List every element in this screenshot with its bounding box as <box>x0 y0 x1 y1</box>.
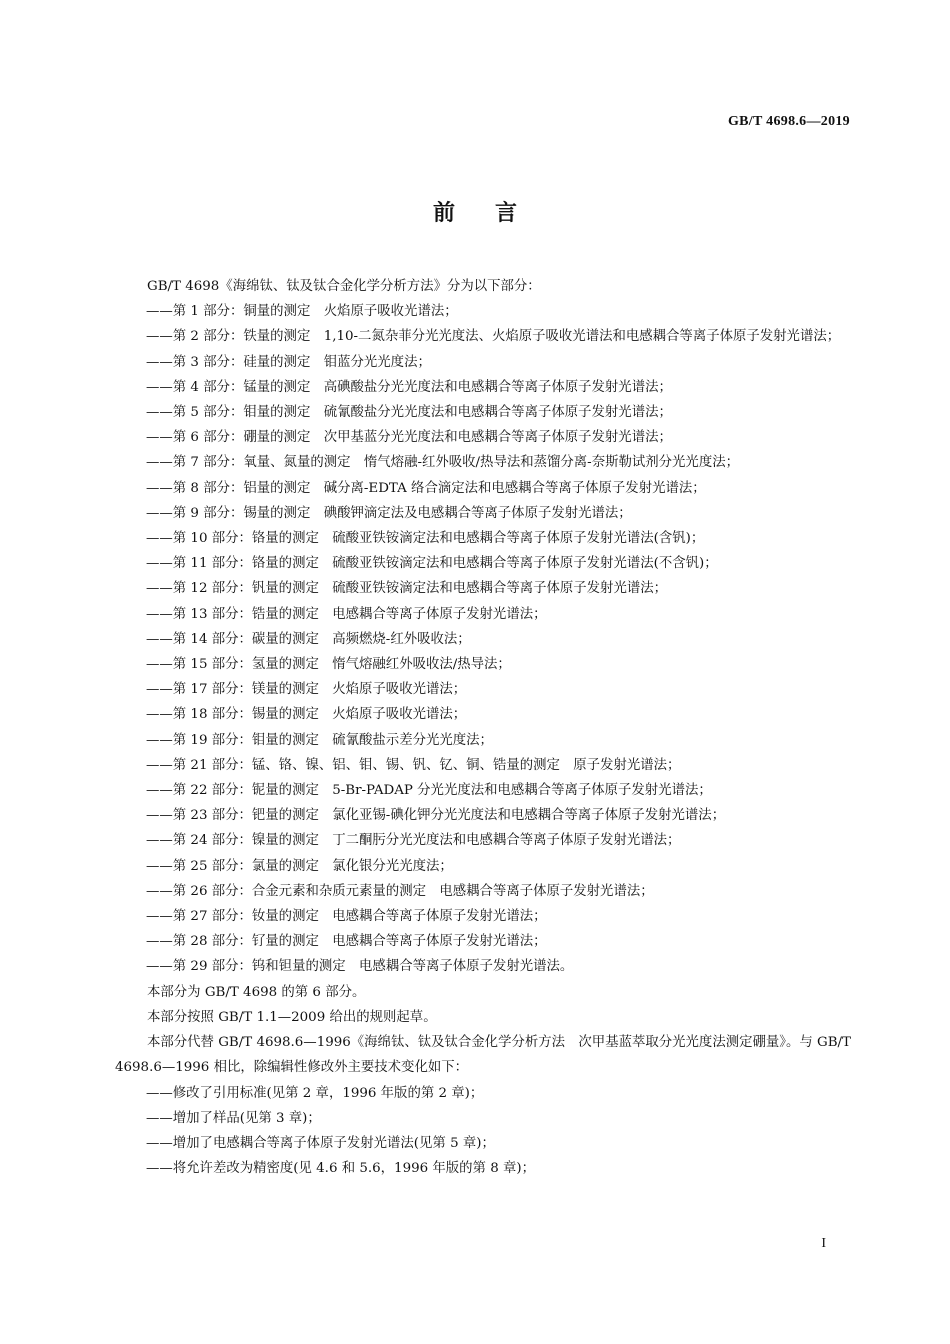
list-item: ——第 22 部分：铌量的测定 5-Br-PADAP 分光光度法和电感耦合等离子体原子发射光谱法； <box>146 783 712 799</box>
list-item: ——第 8 部分：铝量的测定 碱分离-EDTA 络合滴定法和电感耦合等离子体原子发射光谱法； <box>146 480 706 496</box>
list-item: ——第 17 部分：镁量的测定 火焰原子吸收光谱法； <box>146 682 467 698</box>
list-item: ——第 7 部分：氧量、氮量的测定 惰气熔融-红外吸收/热导法和蒸馏分离-奈斯勒试剂分光光度法； <box>146 455 739 471</box>
list-item: ——第 23 部分：钯量的测定 氯化亚锡-碘化钾分光光度法和电感耦合等离子体原子发射光谱法； <box>146 808 726 824</box>
change-item: ——修改了引用标准(见第 2 章，1996 年版的第 2 章)； <box>146 1085 484 1101</box>
list-item: ——第 24 部分：镍量的测定 丁二酮肟分光光度法和电感耦合等离子体原子发射光谱法； <box>146 833 681 849</box>
statement-rules: 本部分按照 GB/T 1.1—2009 给出的规则起草。 <box>147 1009 437 1025</box>
changes-list <box>115 1081 853 1182</box>
list-item: ——第 13 部分：锆量的测定 电感耦合等离子体原子发射光谱法； <box>146 606 547 622</box>
change-item: ——增加了电感耦合等离子体原子发射光谱法(见第 5 章)； <box>146 1135 495 1151</box>
list-item: ——第 9 部分：锡量的测定 碘酸钾滴定法及电感耦合等离子体原子发射光谱法； <box>146 505 632 521</box>
change-item: ——增加了样品(见第 3 章)； <box>146 1110 321 1126</box>
list-item: ——第 25 部分：氯量的测定 氯化银分光光度法； <box>146 858 453 874</box>
list-item: ——第 29 部分：钨和钽量的测定 电感耦合等离子体原子发射光谱法。 <box>146 959 574 975</box>
list-item: ——第 6 部分：硼量的测定 次甲基蓝分光光度法和电感耦合等离子体原子发射光谱法； <box>146 430 672 446</box>
list-item: ——第 18 部分：锡量的测定 火焰原子吸收光谱法； <box>146 707 467 723</box>
list-item: ——第 1 部分：铜量的测定 火焰原子吸收光谱法； <box>146 304 458 320</box>
list-item: ——第 12 部分：钒量的测定 硫酸亚铁铵滴定法和电感耦合等离子体原子发射光谱法； <box>146 581 668 597</box>
list-item: ——第 4 部分：锰量的测定 高碘酸盐分光光度法和电感耦合等离子体原子发射光谱法； <box>146 379 672 395</box>
page-number: I <box>821 1236 826 1251</box>
list-item: ——第 27 部分：钕量的测定 电感耦合等离子体原子发射光谱法； <box>146 909 547 925</box>
list-item: ——第 26 部分：合金元素和杂质元素量的测定 电感耦合等离子体原子发射光谱法； <box>146 883 654 899</box>
list-item: ——第 2 部分：铁量的测定 1,10-二氮杂菲分光光度法、火焰原子吸收光谱法和电感耦合等离子体原子发射光谱法； <box>146 329 841 345</box>
page-title: 前言 <box>432 201 557 226</box>
list-item: ——第 19 部分：钼量的测定 硫氰酸盐示差分光光度法； <box>146 732 493 748</box>
statement-replace: 本部分代替 GB/T 4698.6—1996《海绵钛、钛及钛合金化学分析方法 次甲基蓝萃取分光光度法测定硼量》。与 GB/T 4698.6—1996 相比，除编辑性修改外主要技术变化如下： <box>115 1035 851 1076</box>
list-item: ——第 11 部分：铬量的测定 硫酸亚铁铵滴定法和电感耦合等离子体原子发射光谱法(不含钒)； <box>146 556 718 572</box>
change-item: ——将允许差改为精密度(见 4.6 和 5.6，1996 年版的第 8 章)； <box>146 1161 535 1177</box>
list-item: ——第 15 部分：氢量的测定 惰气熔融红外吸收法/热导法； <box>146 657 511 673</box>
list-item: ——第 14 部分：碳量的测定 高频燃烧-红外吸收法； <box>146 631 471 647</box>
list-item: ——第 10 部分：铬量的测定 硫酸亚铁铵滴定法和电感耦合等离子体原子发射光谱法(含钒)； <box>146 531 705 547</box>
foreword-body <box>115 274 853 1181</box>
list-item: ——第 28 部分：钌量的测定 电感耦合等离子体原子发射光谱法； <box>146 934 547 950</box>
list-item: ——第 3 部分：硅量的测定 钼蓝分光光度法； <box>146 354 431 370</box>
list-item: ——第 21 部分：锰、铬、镍、铝、钼、锡、钒、钇、铜、锆量的测定 原子发射光谱法； <box>146 757 681 773</box>
intro-paragraph: GB/T 4698《海绵钛、钛及钛合金化学分析方法》分为以下部分： <box>147 279 541 294</box>
standard-code: GB/T 4698.6—2019 <box>727 114 850 129</box>
list-item: ——第 5 部分：钼量的测定 硫氰酸盐分光光度法和电感耦合等离子体原子发射光谱法； <box>146 405 672 421</box>
parts-list <box>115 299 853 979</box>
statement-part: 本部分为 GB/T 4698 的第 6 部分。 <box>147 984 366 1000</box>
